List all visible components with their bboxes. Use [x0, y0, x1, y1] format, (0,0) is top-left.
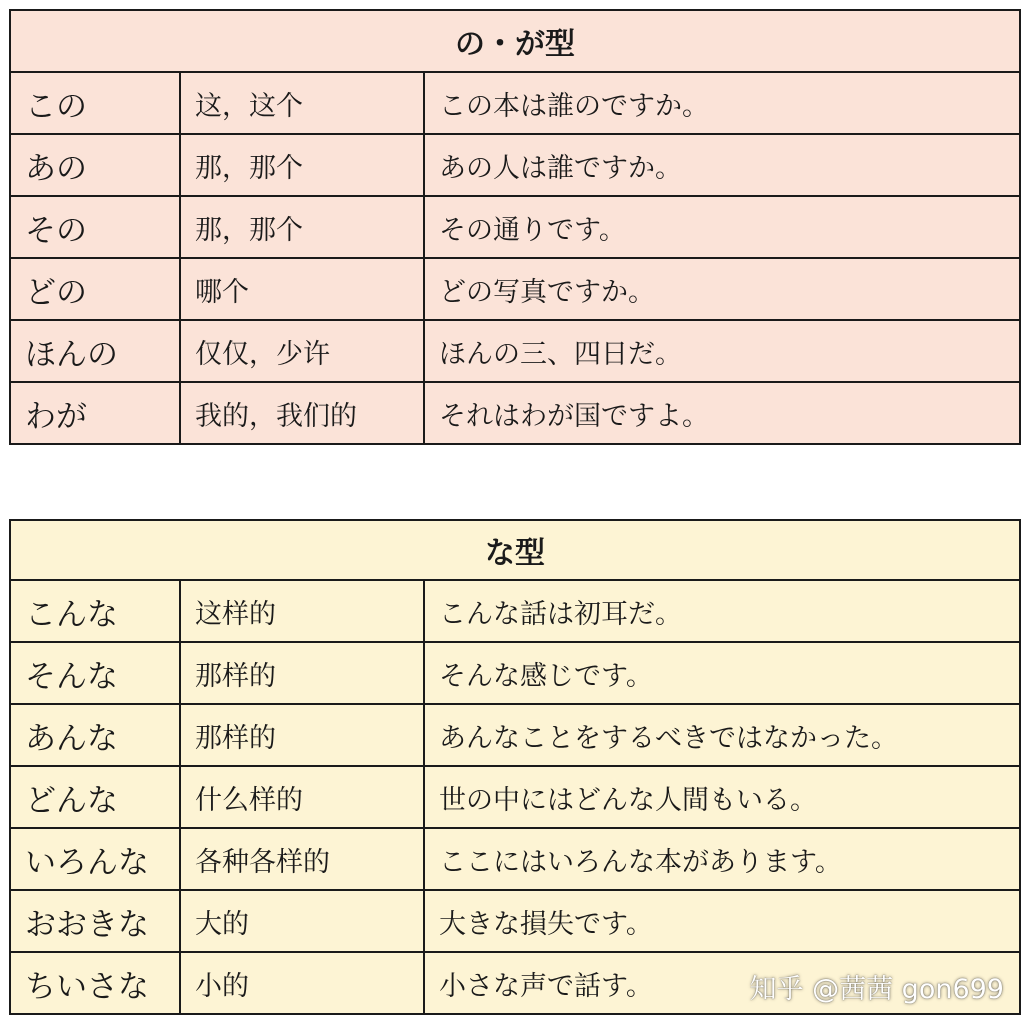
- example-cell: こんな話は初耳だ。: [424, 580, 1020, 642]
- meaning-cell: 那，那个: [180, 134, 424, 196]
- example-cell: そんな感じです。: [424, 642, 1020, 704]
- example-cell: 世の中にはどんな人間もいる。: [424, 766, 1020, 828]
- example-cell: どの写真ですか。: [424, 258, 1020, 320]
- word-cell: おおきな: [10, 890, 180, 952]
- word-cell: いろんな: [10, 828, 180, 890]
- na-type-table: [9, 519, 1021, 1015]
- watermark: 知乎 @茜茜 gon699: [749, 974, 1004, 1005]
- meaning-cell: 哪个: [180, 258, 424, 320]
- word-cell: あの: [10, 134, 180, 196]
- table-row: [10, 828, 1020, 890]
- table-row: [10, 642, 1020, 704]
- table-row: [10, 196, 1020, 258]
- word-cell: ちいさな: [10, 952, 180, 1014]
- table-row: [10, 704, 1020, 766]
- word-cell: どんな: [10, 766, 180, 828]
- meaning-cell: 大的: [180, 890, 424, 952]
- word-cell: ほんの: [10, 320, 180, 382]
- example-cell: この本は誰のですか。: [424, 72, 1020, 134]
- example-cell: その通りです。: [424, 196, 1020, 258]
- no-ga-type-table: [9, 9, 1021, 445]
- table-row: [10, 580, 1020, 642]
- table-row: [10, 890, 1020, 952]
- table-title: の・が型: [10, 10, 1020, 72]
- word-cell: その: [10, 196, 180, 258]
- table-header-row: [10, 520, 1020, 580]
- table-row: [10, 258, 1020, 320]
- meaning-cell: 那样的: [180, 642, 424, 704]
- example-cell: 大きな損失です。: [424, 890, 1020, 952]
- meaning-cell: 仅仅，少许: [180, 320, 424, 382]
- table-row: [10, 72, 1020, 134]
- example-cell: 小さな声で話す。: [424, 952, 1020, 1014]
- meaning-cell: 各种各样的: [180, 828, 424, 890]
- word-cell: あんな: [10, 704, 180, 766]
- word-cell: そんな: [10, 642, 180, 704]
- meaning-cell: 那，那个: [180, 196, 424, 258]
- table-header-row: [10, 10, 1020, 72]
- meaning-cell: 这样的: [180, 580, 424, 642]
- word-cell: この: [10, 72, 180, 134]
- example-cell: ここにはいろんな本があります。: [424, 828, 1020, 890]
- meaning-cell: 这，这个: [180, 72, 424, 134]
- table-row: [10, 766, 1020, 828]
- word-cell: こんな: [10, 580, 180, 642]
- table-row: [10, 134, 1020, 196]
- meaning-cell: 我的，我们的: [180, 382, 424, 444]
- meaning-cell: 什么样的: [180, 766, 424, 828]
- example-cell: それはわが国ですよ。: [424, 382, 1020, 444]
- example-cell: ほんの三、四日だ。: [424, 320, 1020, 382]
- word-cell: どの: [10, 258, 180, 320]
- table-row: [10, 320, 1020, 382]
- example-cell: あの人は誰ですか。: [424, 134, 1020, 196]
- meaning-cell: 那样的: [180, 704, 424, 766]
- table-title: な型: [10, 520, 1020, 580]
- word-cell: わが: [10, 382, 180, 444]
- meaning-cell: 小的: [180, 952, 424, 1014]
- table-row: [10, 382, 1020, 444]
- example-cell: あんなことをするべきではなかった。: [424, 704, 1020, 766]
